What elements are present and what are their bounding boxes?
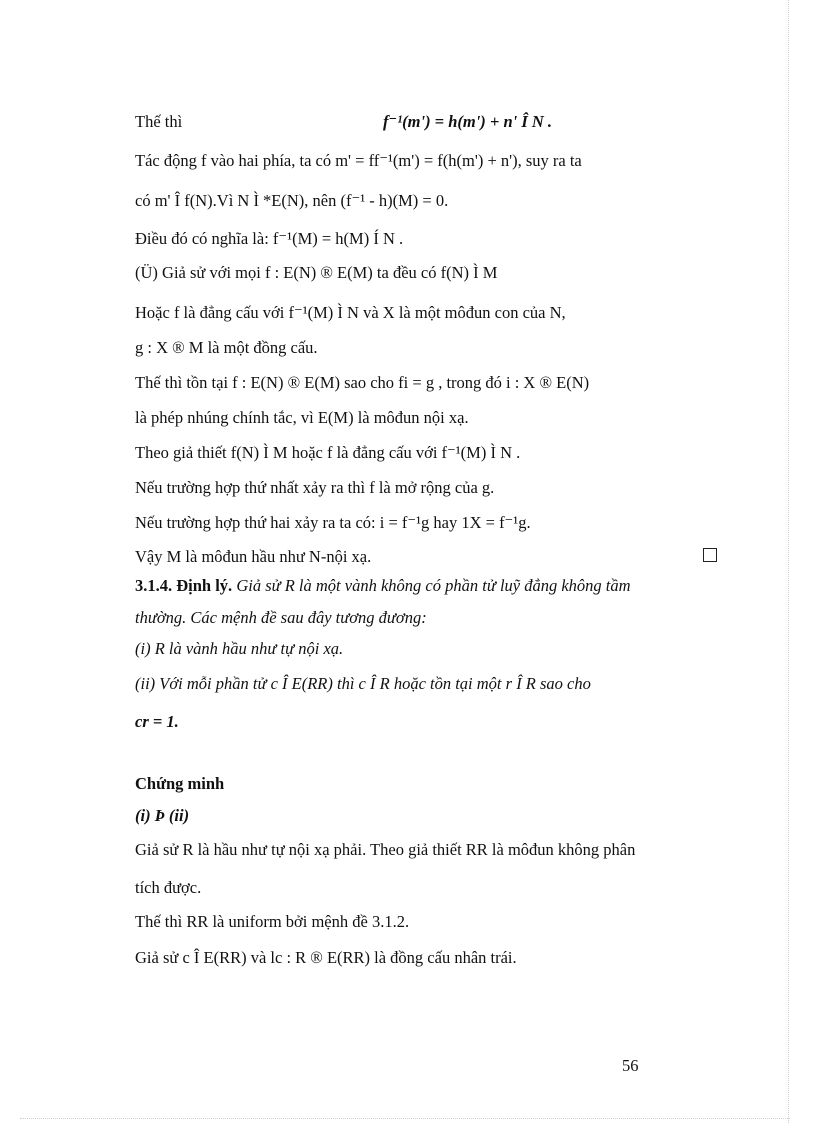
text-line <box>135 191 731 211</box>
text-line <box>135 408 731 428</box>
theorem-item-text: (i) R là vành hầu như tự nội xạ. <box>135 639 344 658</box>
line-text: (Ü) Giả sử với mọi f : E(N) ® E(M) ta đều có f(N) Ì M <box>135 263 498 282</box>
theorem-item-text: cr = 1. <box>135 712 179 731</box>
text-line <box>135 443 731 463</box>
document-body <box>135 112 731 968</box>
line-text: Giả sử R là hầu như tự nội xạ phải. Theo giả thiết RR là môđun không phân <box>135 840 636 859</box>
line-lead-text: Thế thì <box>135 112 183 131</box>
line-text: Điều đó có nghĩa là: f⁻¹(M) = h(M) Í N . <box>135 229 404 248</box>
line-text: Giả sử c Î E(RR) và lc : R ® E(RR) là đồng cấu nhân trái. <box>135 948 517 967</box>
proof-heading <box>135 774 731 794</box>
text-line <box>135 912 731 932</box>
line-text: Nếu trường hợp thứ nhất xảy ra thì f là mở rộng của g. <box>135 478 495 497</box>
text-line <box>135 513 731 533</box>
line-text: Tác động f vào hai phía, ta có m' = ff⁻¹(m') = f(h(m') + n'), suy ra ta <box>135 151 582 170</box>
theorem-statement-text: thường. Các mệnh đề sau đây tương đương: <box>135 608 427 627</box>
theorem-item-text: (ii) Với mỗi phần tử c Î E(RR) thì c Î R hoặc tồn tại một r Î R sao cho <box>135 674 591 693</box>
line-text: Hoặc f là đẳng cấu với f⁻¹(M) Ì N và X là một môđun con của N, <box>135 303 566 322</box>
page-number: 56 <box>622 1056 639 1075</box>
theorem-item-i <box>135 639 731 659</box>
math-expression: f⁻¹(m') = h(m') + n' Î N . <box>383 112 553 131</box>
line-text: Thế thì RR là uniform bởi mệnh đề 3.1.2. <box>135 912 410 931</box>
proof-heading-text: Chứng minh <box>135 774 225 793</box>
text-line <box>135 878 731 898</box>
theorem-statement-cont <box>135 608 731 628</box>
proof-direction-text: (i) Þ (ii) <box>135 806 190 825</box>
qed-square-icon <box>703 548 717 562</box>
line-text: tích được. <box>135 878 202 897</box>
proof-direction <box>135 806 731 826</box>
text-line <box>135 547 731 567</box>
line-text: Theo giả thiết f(N) Ì M hoặc f là đẳng cấu với f⁻¹(M) Ì N . <box>135 443 521 462</box>
theorem-header-line <box>135 576 731 596</box>
text-line <box>135 373 731 393</box>
line-text: Vậy M là môđun hầu như N-nội xạ. <box>135 547 372 566</box>
text-line <box>135 112 731 132</box>
line-text: Thế thì tồn tại f : E(N) ® E(M) sao cho fi = g , trong đó i : X ® E(N) <box>135 373 590 392</box>
page-border-right <box>788 0 790 1123</box>
line-text: g : X ® M là một đồng cấu. <box>135 338 318 357</box>
text-line <box>135 840 731 860</box>
text-line <box>135 338 731 358</box>
line-text: là phép nhúng chính tắc, vì E(M) là môđun nội xạ. <box>135 408 469 427</box>
theorem-item-ii <box>135 674 731 694</box>
theorem-item-ii-cont <box>135 712 731 732</box>
theorem-statement: Giả sử R là một vành không có phần tử luỹ đẳng không tầm <box>236 576 631 595</box>
page-border-bottom <box>20 1118 790 1119</box>
line-text: Nếu trường hợp thứ hai xảy ra ta có: i = f⁻¹g hay 1X = f⁻¹g. <box>135 513 531 532</box>
text-line <box>135 151 731 171</box>
theorem-label: 3.1.4. Định lý. <box>135 576 233 595</box>
text-line <box>135 948 731 968</box>
text-line <box>135 263 731 283</box>
text-line <box>135 478 731 498</box>
line-text: có m' Î f(N).Vì N Ì *E(N), nên (f⁻¹ - h)(M) = 0. <box>135 191 449 210</box>
text-line <box>135 303 731 323</box>
text-line <box>135 229 731 249</box>
